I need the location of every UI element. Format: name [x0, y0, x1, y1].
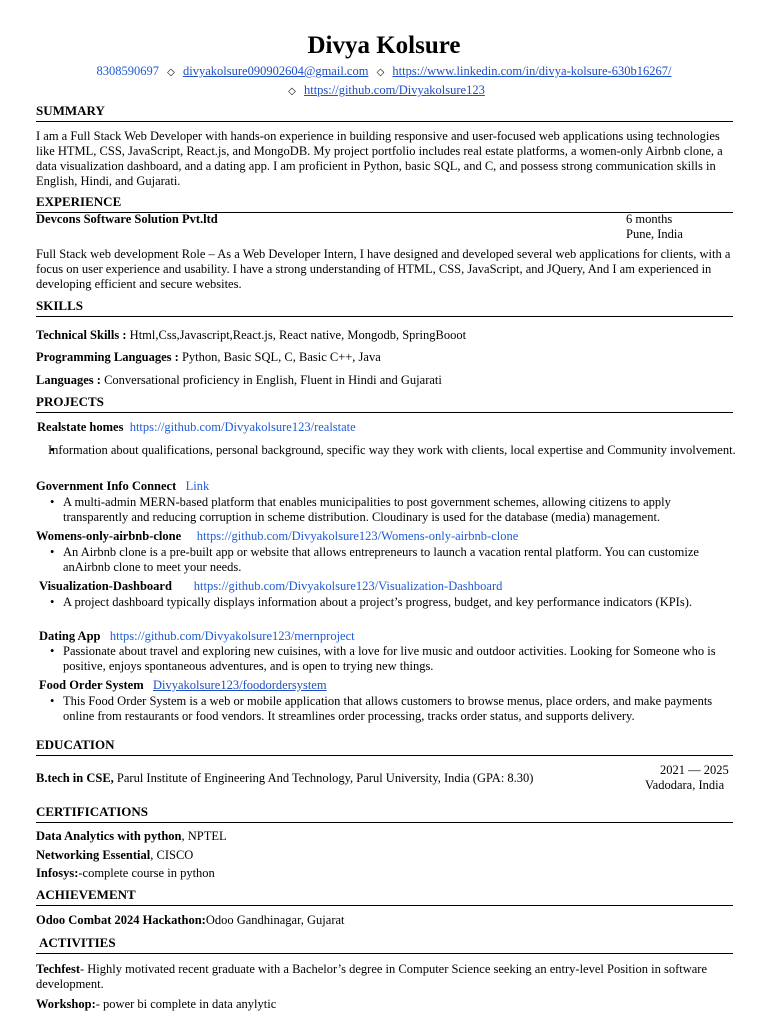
certification-name: Networking Essential — [36, 848, 151, 862]
institution: Parul Institute of Engineering And Technology, Parul University, India (GPA: 8.30) — [113, 771, 534, 785]
summary-heading: SUMMARY — [36, 103, 733, 122]
project-title-row — [36, 529, 518, 544]
separator-diamond-icon: ◇ — [167, 67, 175, 78]
contact-line-2 — [0, 82, 768, 100]
languages-label: Languages : — [36, 373, 101, 387]
projects-heading: PROJECTS — [36, 394, 733, 413]
separator-diamond-icon: ◇ — [288, 86, 296, 97]
education-years: 2021 — 2025 — [660, 763, 729, 777]
company-name: Devcons Software Solution Pvt.ltd — [36, 212, 218, 226]
languages-value: Conversational proficiency in English, Fluent in Hindi and Gujarati — [100, 373, 442, 387]
techfest-label: Techfest — [36, 962, 80, 976]
contact-line — [0, 63, 768, 81]
project-title-row — [39, 579, 502, 594]
workshop-detail: - power bi complete in data anylytic — [95, 997, 277, 1011]
project-title-row — [37, 420, 356, 435]
project-title: Food Order System — [39, 678, 144, 692]
certifications-heading: CERTIFICATIONS — [36, 804, 733, 823]
achievement-entry — [36, 913, 736, 928]
techfest-detail: - Highly motivated recent graduate with a Bachelor’s degree in Computer Science seeking an entry-level Position in software development. — [36, 962, 707, 991]
degree: B.tech in CSE, — [36, 771, 114, 785]
github-link[interactable]: https://github.com/Divyakolsure123 — [303, 83, 485, 97]
programming-languages-value: Python, Basic SQL, C, Basic C++, Java — [178, 350, 381, 364]
education-location: Vadodara, India — [645, 778, 725, 792]
education-entry — [36, 771, 736, 786]
project-description: • Information about qualifications, personal background, specific way they work with clients, local expertise and Community involvement. — [36, 443, 736, 458]
project-title-row — [39, 678, 327, 693]
project-link[interactable]: https://github.com/Divyakolsure123/Visualization-Dashboard — [193, 579, 503, 593]
project-link[interactable]: Link — [185, 479, 210, 493]
summary-text: I am a Full Stack Web Developer with hands-on experience in building responsive and user-focused web applications using technologies like HTML, CSS, JavaScript, React.js, and MongoDB. My project portfolio includes real estate platforms, a women-only Airbnb clone, a data visualization dashboard, and a dating app. I am proficient in Python, basic SQL, and C, and possess strong communication skills in English, Hindi, and Gujarati. — [36, 129, 723, 188]
project-link[interactable]: https://github.com/Divyakolsure123/mernproject — [109, 629, 355, 643]
project-link[interactable]: https://github.com/Divyakolsure123/Womens-only-airbnb-clone — [196, 529, 519, 543]
experience-heading: EXPERIENCE — [36, 194, 733, 213]
programming-languages — [36, 350, 736, 365]
skills-heading: SKILLS — [36, 298, 733, 317]
project-link[interactable]: Divyakolsure123/foodordersystem — [153, 678, 327, 692]
achievement-detail: Odoo Gandhinagar, Gujarat — [205, 913, 345, 927]
project-description: • Passionate about travel and exploring new cuisines, with a love for live music and outdoor activities. Looking for Someone who is positive, enjoys spontaneous adventures, and is open to trying new things. — [36, 644, 736, 674]
project-title: Government Info Connect — [36, 479, 177, 493]
certification-name: Data Analytics with python — [36, 829, 182, 843]
project-title-row — [39, 629, 355, 644]
email-link[interactable]: divyakolsure090902604@gmail.com — [183, 64, 369, 78]
education-heading: EDUCATION — [36, 737, 733, 756]
project-title: Dating App — [39, 629, 101, 643]
experience-description: Full Stack web development Role – As a Web Developer Intern, I have designed and developed several web applications for clients, with a focus on user experience and usability. I have a strong understanding of HTML, CSS, JavaScript, and JQuery, And I am experienced in developing efficient and secure websites. — [36, 247, 731, 291]
programming-languages-label: Programming Languages : — [36, 350, 179, 364]
certification-name: Infosys: — [36, 866, 79, 880]
experience-duration: 6 months — [626, 212, 673, 226]
languages — [36, 373, 736, 388]
certification-detail: , NPTEL — [181, 829, 227, 843]
separator-diamond-icon: ◇ — [376, 67, 385, 78]
certification-item — [36, 866, 736, 881]
project-description: • An Airbnb clone is a pre-built app or website that allows entrepreneurs to launch a vacation rental platform. You can customize anAirbnb clone to meet your needs. — [36, 545, 736, 575]
experience-location: Pune, India — [626, 227, 683, 241]
activities-heading: ACTIVITIES — [36, 935, 733, 954]
workshop-label: Workshop: — [36, 997, 96, 1011]
certification-item — [36, 829, 736, 844]
achievement-name: Odoo Combat 2024 Hackathon: — [36, 913, 206, 927]
project-title: Visualization-Dashboard — [39, 579, 172, 593]
technical-skills — [36, 328, 736, 343]
technical-skills-label: Technical Skills : — [36, 328, 127, 342]
project-title: Womens-only-airbnb-clone — [36, 529, 182, 543]
linkedin-link[interactable]: https://www.linkedin.com/in/divya-kolsure-630b16267/ — [392, 64, 672, 78]
project-description: • This Food Order System is a web or mobile application that allows customers to browse menus, place orders, and make payments online from restaurants or food vendors. It streamlines order processing, tracks order status, and supports delivery. — [36, 694, 736, 724]
project-link[interactable]: https://github.com/Divyakolsure123/realstate — [129, 420, 356, 434]
techfest-entry — [36, 962, 726, 992]
project-title-row — [36, 479, 209, 494]
project-title: Realstate homes — [37, 420, 124, 434]
workshop-entry — [36, 997, 736, 1012]
certification-detail: , CISCO — [150, 848, 194, 862]
technical-skills-value: Html,Css,Javascript,React.js, React native, Mongodb, SpringBooot — [126, 328, 467, 342]
certification-item — [36, 848, 736, 863]
achievement-heading: ACHIEVEMENT — [36, 887, 733, 906]
project-description: • A multi-admin MERN-based platform that enables municipalities to post government schemes, allowing citizens to apply transparently and reducing corruption in scheme distribution. Cloudinary is used for the database (media) management. — [36, 495, 736, 525]
candidate-name: Divya Kolsure — [307, 32, 461, 59]
phone-number: 8308590697 — [96, 64, 160, 78]
project-description: • A project dashboard typically displays information about a project’s progress, budget, and key performance indicators (KPIs). — [36, 595, 736, 610]
certification-detail: -complete course in python — [78, 866, 215, 880]
